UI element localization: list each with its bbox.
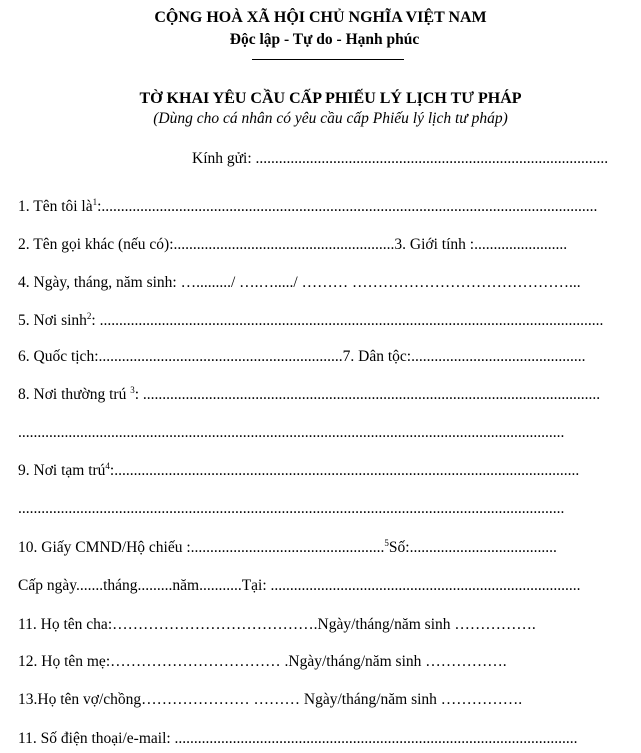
footnote-2: 2 — [86, 311, 92, 321]
field-birthplace-fill: : .................................................................................................................................. — [91, 312, 604, 329]
field-temporary-address-fill: :........................................................................................................................ — [109, 462, 580, 479]
field-temporary-address-label: 9. Nơi tạm trú — [18, 462, 106, 479]
form-subtitle: (Dùng cho cá nhân có yêu cầu cấp Phiếu lý lịch tư pháp) — [153, 110, 508, 127]
field-birthplace-label: 5. Nơi sinh — [18, 312, 87, 329]
field-phone-email[interactable]: 11. Số điện thoại/e-mail: ........................................................................................................ — [18, 730, 578, 747]
footnote-5: 5 — [384, 538, 389, 548]
field-birth-date[interactable]: 4. Ngày, tháng, năm sinh: …........./ ….…...../ ……… ……………………………………... — [18, 274, 581, 291]
field-name[interactable] — [18, 197, 626, 217]
form-title: TỜ KHAI YÊU CẦU CẤP PHIẾU LÝ LỊCH TƯ PHÁP — [139, 90, 522, 107]
field-birthplace[interactable] — [18, 311, 626, 331]
field-spouse[interactable]: 13.Họ tên vợ/chồng………………… ……… Ngày/tháng/năm sinh ……………. — [18, 691, 523, 708]
field-nationality-ethnicity[interactable]: 6. Quốc tịch:...............................................................7. Dân tộc:............................................. — [18, 348, 586, 365]
field-id-issue[interactable]: Cấp ngày.......tháng.........năm...........Tại: ................................................................................ — [18, 577, 581, 594]
field-id-number-fill: Số:...................................... — [388, 539, 557, 556]
field-permanent-address-fill: : ...................................................................................................................... — [134, 386, 601, 403]
footnote-3: 3 — [130, 385, 135, 395]
field-id-document-label: 10. Giấy CMND/Hộ chiếu :.................................................. — [18, 539, 385, 556]
field-other-name-gender[interactable]: 2. Tên gọi khác (nếu có):.........................................................3. Giới tính :........................ — [18, 236, 568, 253]
field-name-fill: :................................................................................................................................ — [97, 198, 598, 215]
motto-underline — [252, 59, 404, 60]
recipient-line[interactable]: Kính gửi: ........................................................................................... — [192, 150, 609, 167]
field-name-label: 1. Tên tôi là — [18, 198, 93, 215]
field-id-document[interactable] — [18, 538, 626, 558]
field-temporary-address[interactable] — [18, 461, 626, 481]
nation-heading: CỘNG HOÀ XÃ HỘI CHỦ NGHĨA VIỆT NAM — [154, 9, 487, 26]
motto-heading: Độc lập - Tự do - Hạnh phúc — [229, 31, 420, 48]
field-permanent-address-line2[interactable]: ............................................................................................................................................. — [18, 424, 565, 441]
footnote-1: 1 — [92, 197, 98, 207]
field-permanent-address[interactable] — [18, 385, 626, 405]
footnote-4: 4 — [105, 461, 110, 471]
field-mother[interactable]: 12. Họ tên mẹ:…………………………… .Ngày/tháng/năm sinh ……………. — [18, 653, 507, 670]
field-father[interactable]: 11. Họ tên cha:………………………………….Ngày/tháng/năm sinh ……………. — [18, 616, 536, 633]
field-permanent-address-label: 8. Nơi thường trú — [18, 386, 131, 403]
field-temporary-address-line2[interactable]: ............................................................................................................................................. — [18, 500, 565, 517]
